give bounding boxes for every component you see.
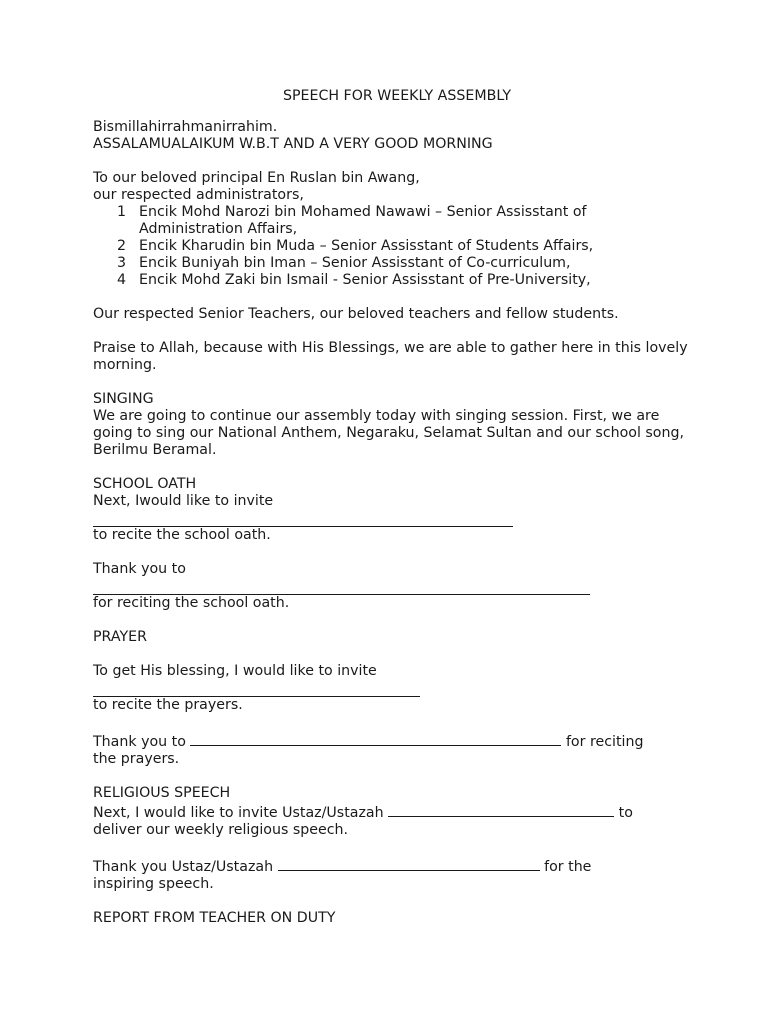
- religious-invite-wrap: deliver our weekly religious speech.: [93, 822, 349, 838]
- list-text: Encik Mohd Zaki bin Ismail - Senior Assisstant of Pre-University,: [139, 272, 591, 288]
- list-item: [93, 238, 693, 255]
- list-text: Encik Buniyah bin Iman – Senior Assisstant of Co-curriculum,: [139, 255, 571, 271]
- greeting-administrators: our respected administrators,: [93, 187, 304, 203]
- religious-thanks-wrap: inspiring speech.: [93, 876, 214, 892]
- school-oath-heading: SCHOOL OATH: [93, 476, 197, 492]
- prayer-thanks-after: for reciting: [565, 734, 644, 750]
- prayer-invite-text: To get His blessing, I would like to invite: [93, 663, 377, 679]
- oath-invite-text: Next, Iwould like to invite: [93, 493, 274, 509]
- list-number: 1: [117, 204, 127, 220]
- list-number: 2: [117, 238, 127, 254]
- document-title: SPEECH FOR WEEKLY ASSEMBLY: [282, 88, 512, 104]
- oath-thanks-text: Thank you to: [93, 561, 186, 577]
- religious-thanks-line: [93, 856, 693, 876]
- religious-invite-before: Next, I would like to invite Ustaz/Ustazah: [93, 805, 384, 821]
- list-text: Encik Mohd Narozi bin Mohamed Nawawi – Senior Assisstant of Administration Affairs,: [139, 204, 587, 237]
- list-item: [93, 255, 693, 272]
- prayer-after-invite: to recite the prayers.: [93, 697, 243, 713]
- opening-line: ASSALAMUALAIKUM W.B.T AND A VERY GOOD MORNING: [93, 136, 493, 152]
- religious-invite-after: to: [618, 805, 633, 821]
- singing-heading: SINGING: [93, 391, 154, 407]
- list-number: 4: [117, 272, 127, 288]
- respect-line: Our respected Senior Teachers, our beloved teachers and fellow students.: [93, 306, 619, 322]
- religious-speech-heading: RELIGIOUS SPEECH: [93, 785, 231, 801]
- singing-text: We are going to continue our assembly today with singing session. First, we are going to sing our National Anthem, Negaraku, Selamat Sultan and our school song, Berilmu Beramal.: [93, 408, 684, 458]
- prayer-thanks-blank[interactable]: [190, 731, 561, 746]
- oath-thanks-blank[interactable]: [93, 578, 590, 595]
- list-item: [93, 204, 693, 238]
- prayer-reciter-blank[interactable]: [93, 680, 420, 697]
- prayer-thanks-before: Thank you to: [93, 734, 186, 750]
- praise-line: Praise to Allah, because with His Blessings, we are able to gather here in this lovely morning.: [93, 340, 688, 373]
- religious-invite-line: [93, 802, 693, 822]
- prayer-thanks-wrap: the prayers.: [93, 751, 180, 767]
- list-text: Encik Kharudin bin Muda – Senior Assisstant of Students Affairs,: [139, 238, 594, 254]
- list-item: [93, 272, 693, 289]
- report-heading: REPORT FROM TEACHER ON DUTY: [93, 910, 336, 926]
- oath-after-invite: to recite the school oath.: [93, 527, 271, 543]
- oath-reciter-blank[interactable]: [93, 510, 513, 527]
- opening-line: Bismillahirrahmanirrahim.: [93, 119, 278, 135]
- ustaz-thanks-blank[interactable]: [278, 856, 540, 871]
- document-page: [93, 88, 693, 927]
- prayer-heading: PRAYER: [93, 629, 147, 645]
- oath-after-thanks: for reciting the school oath.: [93, 595, 290, 611]
- ustaz-name-blank[interactable]: [388, 802, 614, 817]
- religious-thanks-before: Thank you Ustaz/Ustazah: [93, 859, 274, 875]
- religious-thanks-after: for the: [544, 859, 592, 875]
- administrators-list: [93, 204, 693, 289]
- greeting-principal: To our beloved principal En Ruslan bin Awang,: [93, 170, 420, 186]
- list-number: 3: [117, 255, 127, 271]
- prayer-thanks-line: [93, 731, 693, 751]
